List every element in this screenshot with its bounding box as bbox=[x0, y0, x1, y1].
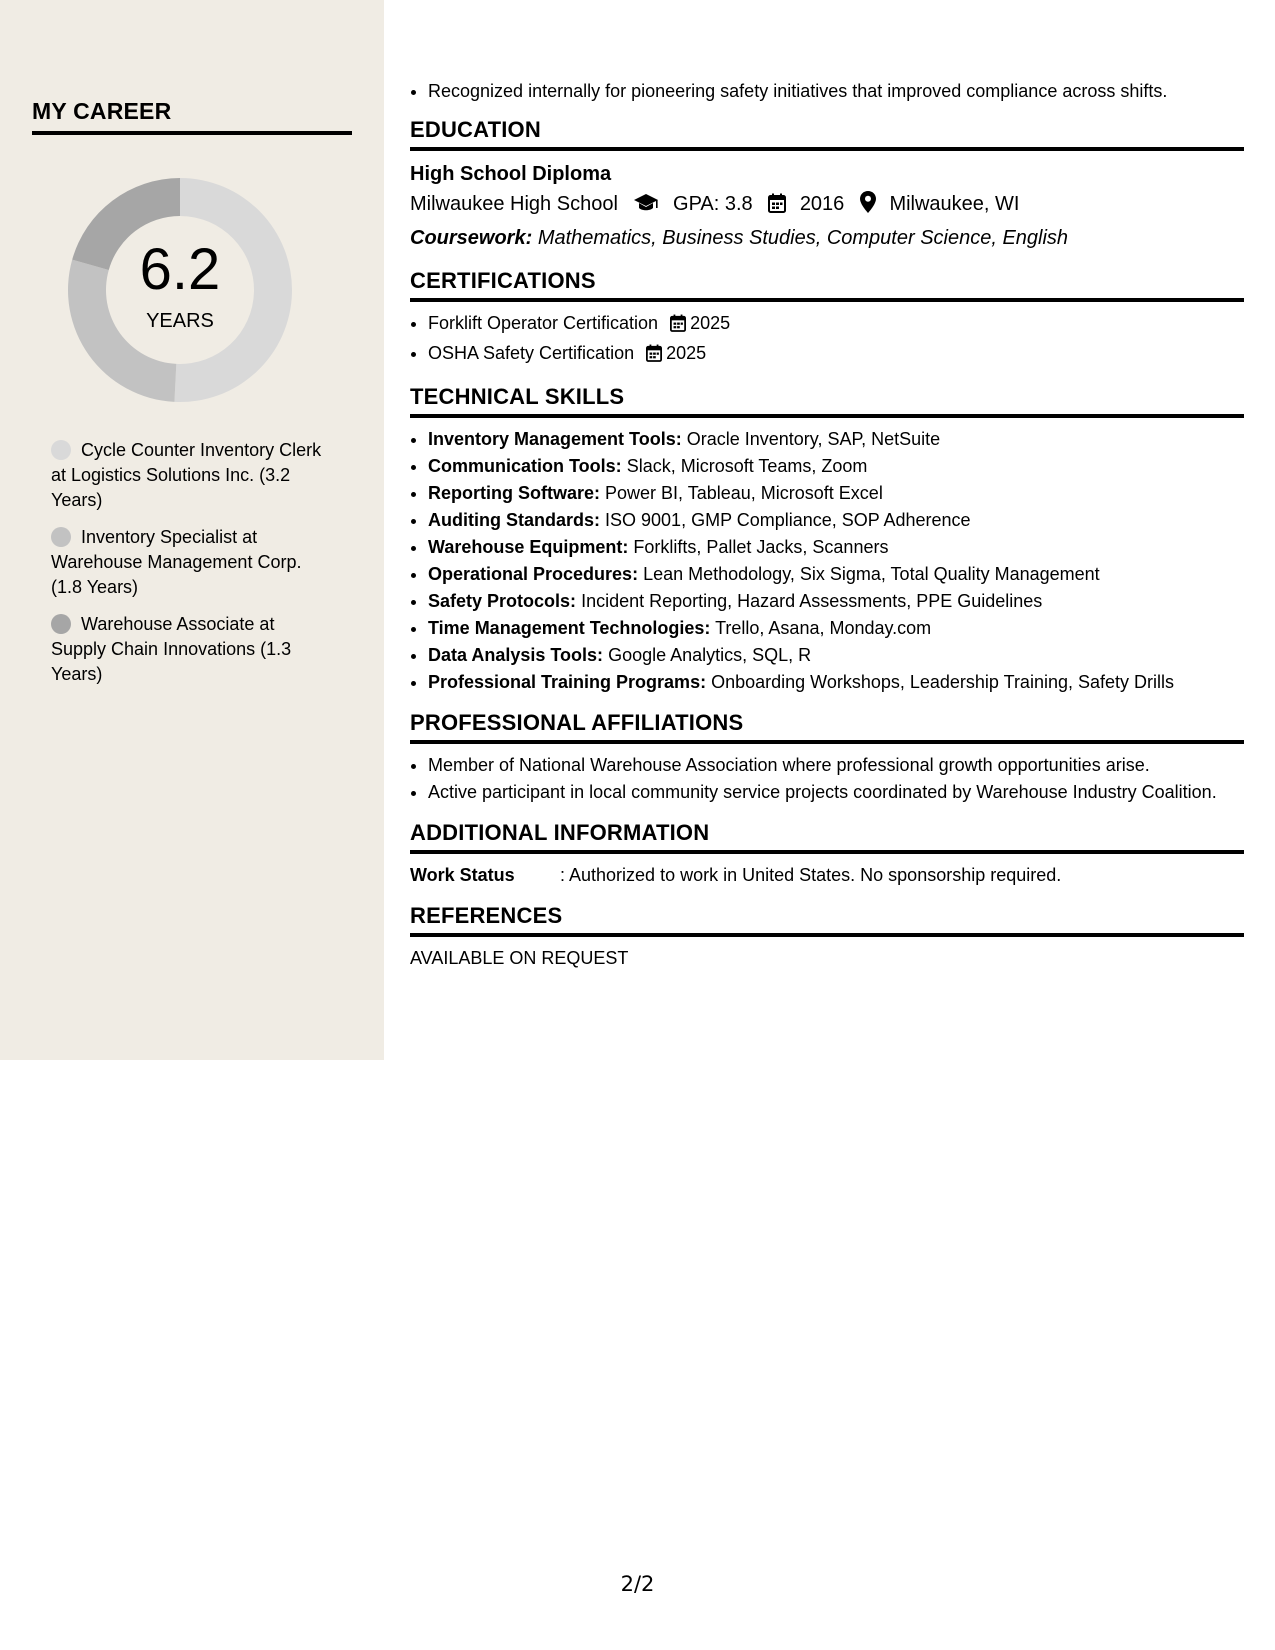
legend-dot bbox=[51, 614, 71, 634]
list-item bbox=[428, 561, 1244, 588]
skill-value: Power BI, Tableau, Microsoft Excel bbox=[605, 483, 883, 503]
education-school: Milwaukee High School bbox=[410, 193, 618, 215]
list-item: • Recognized internally for pioneering safety initiatives that improved compliance across shifts. bbox=[428, 78, 1244, 105]
skill-value: Onboarding Workshops, Leadership Training, Safety Drills bbox=[711, 672, 1174, 692]
references-section bbox=[410, 903, 1244, 972]
technical-skills-section bbox=[410, 384, 1244, 696]
section-title: CERTIFICATIONS bbox=[410, 268, 1244, 302]
info-key: Work Status bbox=[410, 865, 515, 885]
legend-item bbox=[51, 438, 331, 513]
certification-year: 2025 bbox=[666, 343, 707, 363]
skill-label: Data Analysis Tools: bbox=[428, 645, 604, 665]
skills-list bbox=[410, 426, 1244, 696]
list-item bbox=[428, 507, 1244, 534]
education-details bbox=[410, 189, 1244, 223]
skill-label: Professional Training Programs: bbox=[428, 672, 707, 692]
skill-value: Google Analytics, SQL, R bbox=[608, 645, 812, 665]
section-title: ADDITIONAL INFORMATION bbox=[410, 820, 1244, 854]
affiliations-list bbox=[410, 752, 1244, 806]
experience-tail-list bbox=[410, 78, 1244, 105]
list-item: • Active participant in local community service projects coordinated by Warehouse Industry Coalition. bbox=[428, 779, 1244, 806]
references-text: AVAILABLE ON REQUEST bbox=[410, 948, 629, 968]
list-item bbox=[428, 588, 1244, 615]
skill-value: Slack, Microsoft Teams, Zoom bbox=[626, 456, 868, 476]
section-title: EDUCATION bbox=[410, 117, 1244, 151]
legend-label: Warehouse Associate at Supply Chain Innovations (1.3 Years) bbox=[51, 614, 292, 684]
legend-dot bbox=[51, 527, 71, 547]
skill-label: Inventory Management Tools: bbox=[428, 429, 682, 449]
coursework-label: Coursework: bbox=[410, 227, 533, 249]
education-section bbox=[410, 117, 1244, 254]
coursework-value: Mathematics, Business Studies, Computer Science, English bbox=[537, 227, 1069, 249]
map-pin-icon bbox=[860, 191, 876, 223]
section-title: REFERENCES bbox=[410, 903, 1244, 937]
section-title: PROFESSIONAL AFFILIATIONS bbox=[410, 710, 1244, 744]
affiliations-section bbox=[410, 710, 1244, 806]
info-row bbox=[410, 862, 1244, 889]
certification-name: Forklift Operator Certification bbox=[428, 313, 659, 333]
list-item bbox=[428, 426, 1244, 453]
skill-label: Time Management Technologies: bbox=[428, 618, 711, 638]
skill-label: Warehouse Equipment: bbox=[428, 537, 629, 557]
skill-value: Trello, Asana, Monday.com bbox=[715, 618, 932, 638]
skill-value: Forklifts, Pallet Jacks, Scanners bbox=[633, 537, 889, 557]
certification-year: 2025 bbox=[690, 313, 731, 333]
legend-item bbox=[51, 612, 331, 687]
list-item: • Member of National Warehouse Association where professional growth opportunities arise. bbox=[428, 752, 1244, 779]
page-number: 2/2 bbox=[620, 1572, 655, 1596]
graduation-cap-icon bbox=[633, 192, 659, 223]
list-item bbox=[428, 669, 1244, 696]
calendar-icon bbox=[670, 313, 686, 340]
certifications-section bbox=[410, 268, 1244, 370]
education-location: Milwaukee, WI bbox=[889, 193, 1020, 215]
section-title: TECHNICAL SKILLS bbox=[410, 384, 1244, 418]
certification-name: OSHA Safety Certification bbox=[428, 343, 635, 363]
calendar-icon bbox=[768, 192, 786, 223]
legend-label: Cycle Counter Inventory Clerk at Logistics Solutions Inc. (3.2 Years) bbox=[51, 440, 322, 510]
legend-item bbox=[51, 525, 331, 600]
calendar-icon bbox=[646, 343, 662, 370]
skill-value: Incident Reporting, Hazard Assessments, PPE Guidelines bbox=[581, 591, 1043, 611]
career-heading: MY CAREER bbox=[32, 98, 352, 135]
main-content bbox=[410, 78, 1244, 986]
legend-dot bbox=[51, 440, 71, 460]
list-item bbox=[428, 453, 1244, 480]
total-years-unit: YEARS bbox=[146, 310, 214, 332]
list-item bbox=[428, 642, 1244, 669]
additional-info-section bbox=[410, 820, 1244, 889]
total-years-value: 6.2 bbox=[139, 237, 221, 302]
list-item bbox=[428, 480, 1244, 507]
career-donut-chart bbox=[62, 172, 298, 408]
skill-value: ISO 9001, GMP Compliance, SOP Adherence bbox=[605, 510, 971, 530]
career-legend bbox=[51, 438, 331, 699]
sidebar bbox=[0, 0, 384, 1060]
list-item bbox=[428, 615, 1244, 642]
list-item bbox=[428, 340, 1244, 370]
skill-label: Auditing Standards: bbox=[428, 510, 600, 530]
education-degree: High School Diploma bbox=[410, 163, 612, 185]
skill-label: Operational Procedures: bbox=[428, 564, 639, 584]
info-value: : Authorized to work in United States. No sponsorship required. bbox=[560, 865, 1062, 885]
skill-label: Safety Protocols: bbox=[428, 591, 577, 611]
skill-value: Lean Methodology, Six Sigma, Total Quality Management bbox=[643, 564, 1100, 584]
certifications-list bbox=[410, 310, 1244, 370]
list-item bbox=[428, 310, 1244, 340]
legend-label: Inventory Specialist at Warehouse Management Corp. (1.8 Years) bbox=[51, 527, 302, 597]
list-item bbox=[428, 534, 1244, 561]
skill-value: Oracle Inventory, SAP, NetSuite bbox=[686, 429, 941, 449]
education-year: 2016 bbox=[799, 193, 845, 215]
skill-label: Communication Tools: bbox=[428, 456, 622, 476]
education-coursework bbox=[410, 223, 1244, 254]
skill-label: Reporting Software: bbox=[428, 483, 601, 503]
education-gpa: GPA: 3.8 bbox=[673, 193, 753, 215]
